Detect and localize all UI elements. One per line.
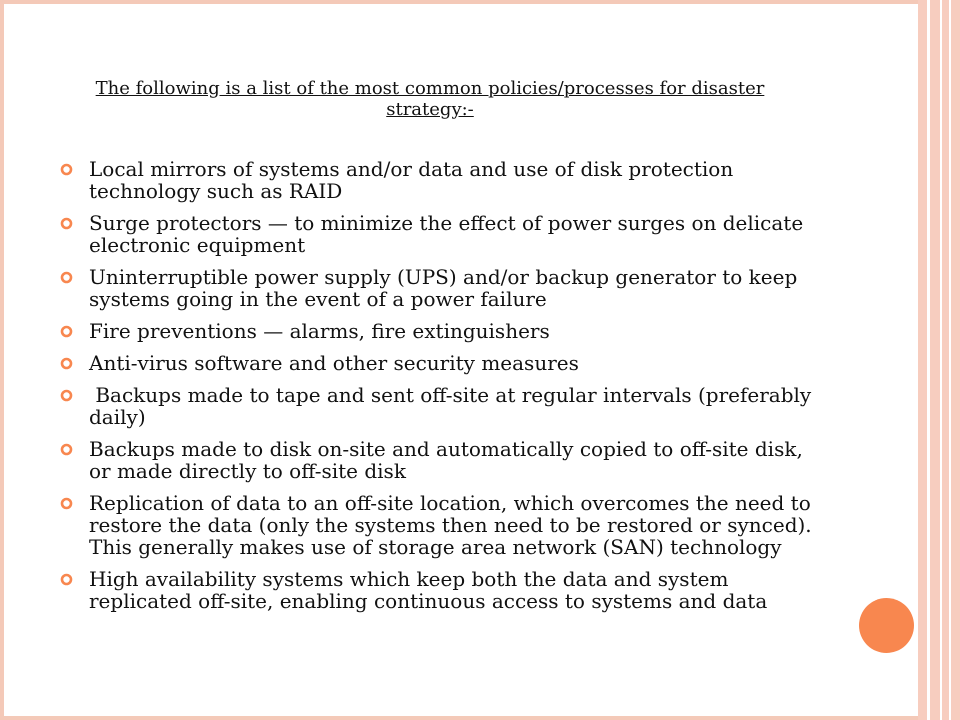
slide-title: The following is a list of the most common policies/processes for disaster strategy:- (95, 78, 765, 120)
bullet-text: Backups made to tape and sent off-site at regular intervals (preferably daily) (89, 383, 818, 429)
ring-bullet-icon (60, 389, 73, 402)
right-decorative-stripes (918, 0, 960, 720)
bullet-item (60, 438, 830, 482)
bullet-item (60, 158, 830, 202)
bullet-text: Local mirrors of systems and/or data and use of disk protection technology such as RAID (89, 157, 740, 203)
bullet-item (60, 384, 830, 428)
ring-bullet-icon (60, 217, 73, 230)
accent-circle (859, 598, 914, 653)
ring-bullet-icon (60, 497, 73, 510)
bullet-text: Surge protectors — to minimize the effect of power surges on delicate electronic equipment (89, 211, 810, 257)
stripe (949, 0, 951, 720)
bullet-text: Anti-virus software and other security measures (89, 351, 579, 375)
bullet-text: High availability systems which keep both the data and system replicated off-site, enabling continuous access to systems and data (89, 567, 768, 613)
stripe (927, 0, 930, 720)
bullet-text: Fire preventions — alarms, fire extinguishers (89, 319, 550, 343)
ring-bullet-icon (60, 271, 73, 284)
left-border (0, 0, 4, 720)
ring-bullet-icon (60, 325, 73, 338)
bullet-item (60, 212, 830, 256)
bullet-item (60, 320, 830, 342)
ring-bullet-icon (60, 443, 73, 456)
bullet-item (60, 492, 830, 558)
bullet-text: Replication of data to an off-site location, which overcomes the need to restore the data (only the systems then need to be restored or synced). This generally makes use of storage area network (SAN) technology (89, 491, 819, 559)
stripe (940, 0, 942, 720)
ring-bullet-icon (60, 573, 73, 586)
bottom-border (0, 716, 960, 720)
bullet-list (60, 158, 830, 622)
bullet-item (60, 568, 830, 612)
bullet-text: Uninterruptible power supply (UPS) and/or backup generator to keep systems going in the event of a power failure (89, 265, 804, 311)
ring-bullet-icon (60, 163, 73, 176)
bullet-item (60, 266, 830, 310)
bullet-item (60, 352, 830, 374)
ring-bullet-icon (60, 357, 73, 370)
bullet-text: Backups made to disk on-site and automatically copied to off-site disk, or made directly to off-site disk (89, 437, 810, 483)
top-border (0, 0, 960, 4)
